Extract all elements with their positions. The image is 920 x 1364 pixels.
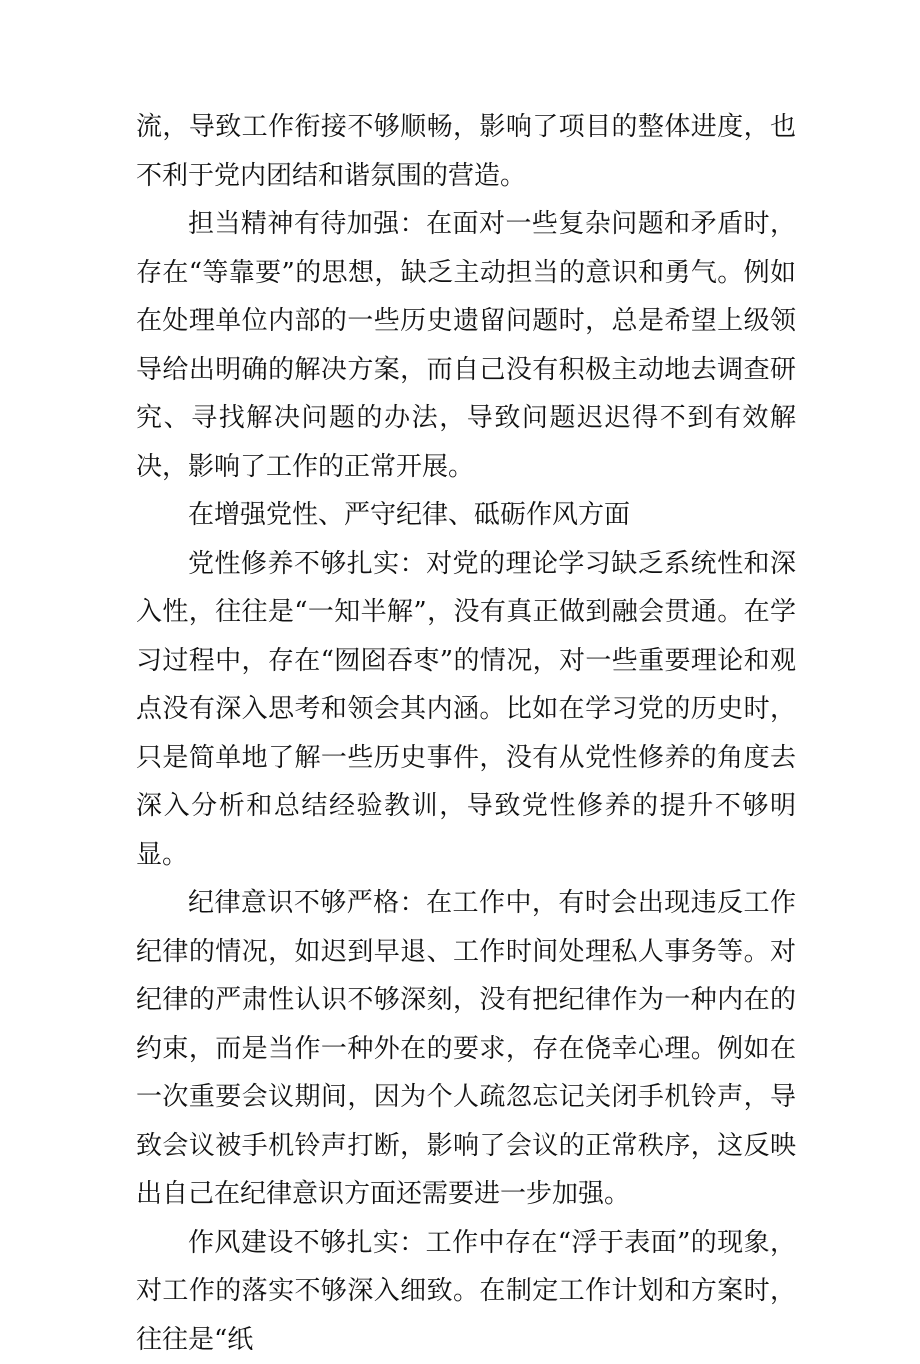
paragraph-party-spirit: 党性修养不够扎实：对党的理论学习缺乏系统性和深入性，往往是“一知半解”，没有真正做到融会贯通。在学习过程中，存在“囫囵吞枣”的情况，对一些重要理论和观点没有深入思考和领会其内涵。比如在学习党的历史时，只是简单地了解一些历史事件，没有从党性修养的角度去深入分析和总结经验教训，导致党性修养的提升不够明显。	[136, 540, 796, 880]
paragraph-continuation: 流，导致工作衔接不够顺畅，影响了项目的整体进度，也不利于党内团结和谐氛围的营造。	[136, 103, 796, 200]
paragraph-responsibility: 担当精神有待加强：在面对一些复杂问题和矛盾时，存在“等靠要”的思想，缺乏主动担当的意识和勇气。例如在处理单位内部的一些历史遗留问题时，总是希望上级领导给出明确的解决方案，而自己没有积极主动地去调查研究、寻找解决问题的办法，导致问题迟迟得不到有效解决，影响了工作的正常开展。	[136, 200, 796, 491]
document-body	[136, 103, 796, 1364]
paragraph-discipline: 纪律意识不够严格：在工作中，有时会出现违反工作纪律的情况，如迟到早退、工作时间处理私人事务等。对纪律的严肃性认识不够深刻，没有把纪律作为一种内在的约束，而是当作一种外在的要求，存在侥幸心理。例如在一次重要会议期间，因为个人疏忽忘记关闭手机铃声，导致会议被手机铃声打断，影响了会议的正常秩序，这反映出自己在纪律意识方面还需要进一步加强。	[136, 879, 796, 1219]
paragraph-work-style: 作风建设不够扎实：工作中存在“浮于表面”的现象，对工作的落实不够深入细致。在制定工作计划和方案时，往往是“纸	[136, 1219, 796, 1364]
section-heading: 在增强党性、严守纪律、砥砺作风方面	[136, 491, 796, 540]
